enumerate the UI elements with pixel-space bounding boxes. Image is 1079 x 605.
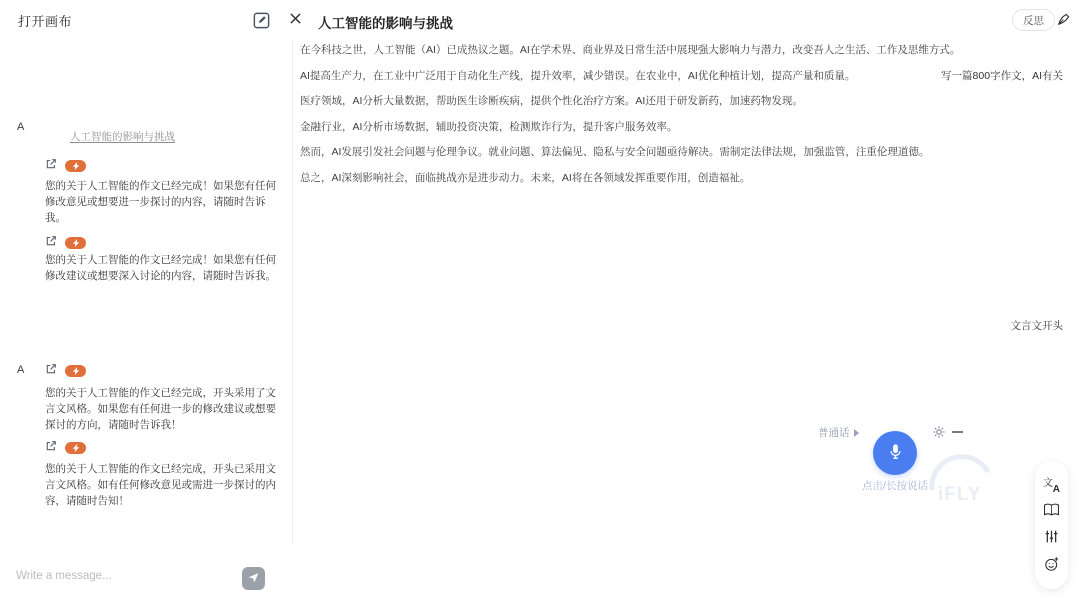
message-action-row	[45, 364, 86, 377]
essay-paragraph: 金融行业，AI分析市场数据，辅助投资决策，检测欺诈行为，提升客户服务效率。	[300, 120, 678, 133]
message-action-row	[45, 441, 86, 454]
assistant-message: 您的关于人工智能的作文已经完成，开头已采用文言文风格。如有任何修改意见或需进一步探讨的内容，请随时告知！	[45, 463, 276, 507]
voice-language-selector[interactable]	[818, 425, 859, 440]
spark-badge-icon[interactable]	[65, 160, 86, 172]
watermark-text: iFLY	[938, 484, 982, 505]
spark-badge-icon[interactable]	[65, 237, 86, 249]
user-message: 文言文开头	[1010, 320, 1063, 332]
voice-settings-button[interactable]	[932, 425, 947, 440]
canvas-document	[300, 38, 990, 192]
send-button[interactable]	[242, 567, 265, 590]
microphone-button[interactable]	[873, 431, 917, 475]
reflect-button[interactable]: 反思	[1012, 9, 1055, 31]
essay-paragraph: 医疗领域，AI分析大量数据，帮助医生诊断疾病，提供个性化治疗方案。AI还用于研发新药，加速药物发现。	[300, 95, 803, 108]
avatar: A	[17, 121, 25, 133]
translate-button[interactable]	[1043, 476, 1061, 494]
assistant-message: 您的关于人工智能的作文已经完成！如果您有任何修改意见或想要进一步探讨的内容，请随时告诉我。	[45, 180, 276, 224]
voice-hint-label: 点击/长按说话	[862, 480, 928, 492]
essay-paragraph: 总之，AI深刻影响社会，面临挑战亦是进步动力。未来，AI将在各领域发挥重要作用，创造福祉。	[300, 171, 751, 184]
message-action-row	[45, 159, 86, 172]
external-link-icon[interactable]	[45, 439, 57, 457]
compose-icon	[252, 17, 271, 34]
send-icon	[247, 571, 260, 587]
open-canvas-button[interactable]: 打开画布	[18, 14, 73, 29]
close-icon	[289, 12, 302, 29]
ifly-watermark	[924, 450, 1002, 513]
pen-icon	[1056, 14, 1072, 31]
reader-button[interactable]	[1043, 503, 1061, 521]
message-action-row	[45, 236, 86, 249]
external-link-icon[interactable]	[45, 362, 57, 380]
sliders-icon	[1044, 529, 1059, 547]
translate-icon: 文 A	[1043, 478, 1060, 496]
external-link-icon[interactable]	[45, 234, 57, 252]
emoji-button[interactable]	[1043, 556, 1061, 574]
side-toolbar	[1035, 461, 1068, 589]
essay-paragraph: 在今科技之世，人工智能（AI）已成热议之题。AI在学术界、商业界及日常生活中展现强大影响力与潜力，改变吾人之生活、工作及思维方式。	[300, 44, 961, 56]
adjust-button[interactable]	[1043, 529, 1061, 547]
book-icon	[1043, 503, 1060, 520]
caret-right-icon	[854, 429, 859, 437]
gear-icon	[932, 426, 946, 443]
spark-badge-icon[interactable]	[65, 442, 86, 454]
message-input[interactable]	[16, 563, 231, 589]
external-link-icon[interactable]	[45, 157, 57, 175]
microphone-icon	[886, 442, 905, 464]
panel-divider	[292, 40, 293, 545]
new-chat-button[interactable]	[252, 11, 272, 31]
minimize-voice-button[interactable]	[952, 431, 963, 433]
edit-canvas-button[interactable]	[1056, 11, 1073, 28]
page-title: 人工智能的影响与挑战	[318, 16, 453, 31]
spark-badge-icon[interactable]	[65, 365, 86, 377]
emoji-plus-icon	[1044, 556, 1060, 575]
canvas-document-link[interactable]: 人工智能的影响与挑战	[70, 131, 175, 143]
assistant-message: 您的关于人工智能的作文已经完成！如果您有任何修改建议或想要深入讨论的内容，请随时告诉我。	[45, 254, 276, 282]
avatar: A	[17, 364, 25, 376]
user-message: 写一篇800字作文，AI有关	[941, 70, 1063, 82]
voice-language-label: 普通话	[818, 427, 850, 439]
essay-paragraph: AI提高生产力，在工业中广泛用于自动化生产线，提升效率，减少错误。在农业中，AI优化种植计划，提高产量和质量。	[300, 69, 856, 82]
close-canvas-button[interactable]	[289, 12, 304, 27]
assistant-message: 您的关于人工智能的作文已经完成，开头采用了文言文风格。如果您有任何进一步的修改建议或想要探讨的方向，请随时告诉我！	[45, 387, 276, 431]
essay-paragraph: 然而，AI发展引发社会问题与伦理争议。就业问题、算法偏见、隐私与安全问题亟待解决。需制定法律法规，加强监管，注重伦理道德。	[300, 146, 930, 159]
